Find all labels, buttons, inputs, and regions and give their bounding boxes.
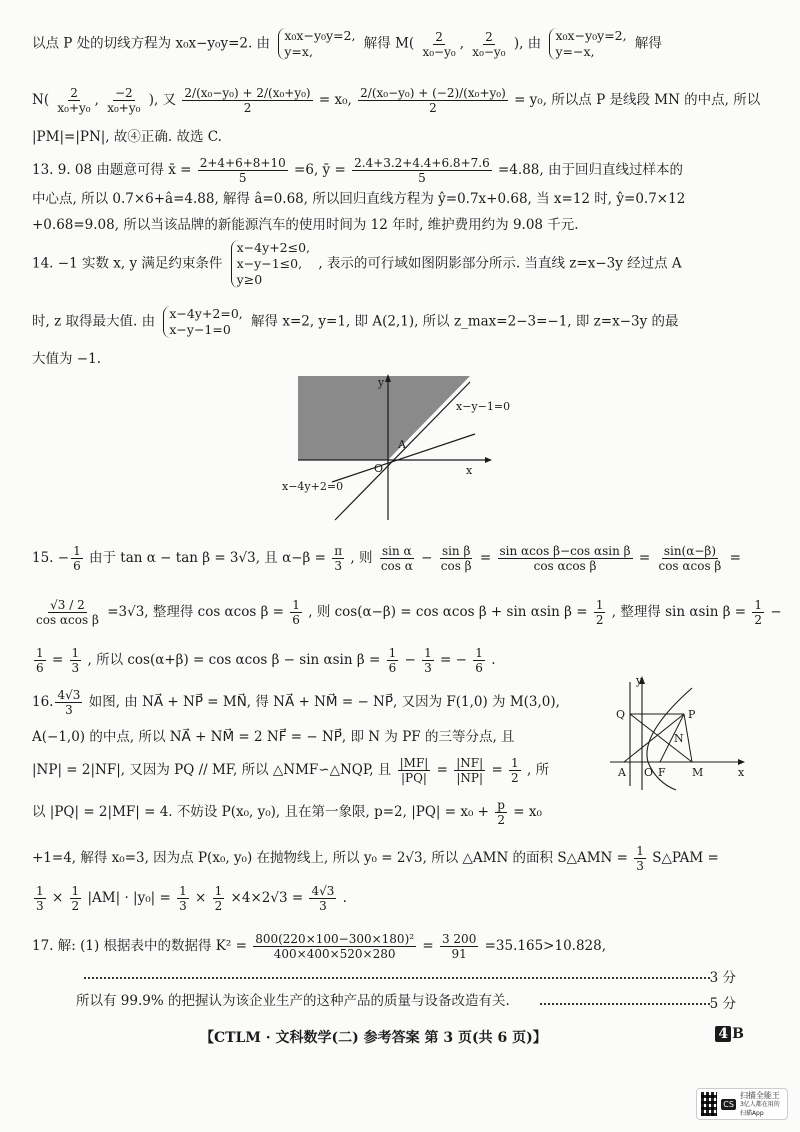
fig-origin-label: O [374, 462, 384, 475]
p16-parabola-figure [600, 674, 750, 792]
fig-n-label: N [674, 732, 684, 745]
p14-line1: 14. −1 实数 x, y 满足约束条件 x−4y+2≤0, x−y−1≤0, y≥0 , 表示的可行域如图阴影部分所示. 当直线 z=x−3y 经过点 A [32, 240, 682, 287]
p14-feasible-region-figure [270, 372, 511, 522]
p15-line3: $\frac{1}{6}$ = $\frac{1}{3}$ , 所以 cos(α+β) = cos αcos β − sin αsin β = $\frac{1}{6}$ − $\frac{1}{3}$ = − $\frac{1}{6}$ . [36, 646, 496, 675]
p14-line3: 大值为 −1. [32, 351, 101, 367]
p16-line2: A(−1,0) 的中点, 所以 NA⃗ + NM⃗ = 2 NF⃗ = − NP⃗, 即 N 为 PF 的三等分点, 且 [32, 729, 515, 745]
p17-score-1: 3 分 [709, 970, 736, 986]
p15-line1: 15. − $\frac{1}{6}$ 由于 tan α − tan β = 3√3, 且 α−β = $\frac{\pi}{3}$ , 则 $\frac{\text{sin α}}{\text{cos α}}$ − $\frac{\text{sin β}}{\text{cos β}}$ = $\frac{\text{sin αcos β−cos αsin β}}{\text{cos αcos β}}$ = $\frac{\sin(\alpha-\beta)}{\text{cos αcos β}}$ = [32, 544, 741, 573]
fig-y-label: y [636, 674, 643, 687]
version-badge: 4 B [715, 1026, 744, 1042]
scanner-watermark: CS 扫描全能王 3亿人都在用的扫描App [696, 1088, 788, 1120]
fig-x-label: x [738, 766, 745, 779]
parabola [647, 688, 692, 790]
fig-y-label: y [378, 376, 385, 389]
p16-line1: 16. $\frac{4√3}{3}$ 如图, 由 NA⃗ + NP⃗ = MN⃗, 得 NA⃗ + NM⃗ = − NP⃗, 又因为 F(1,0) 为 M(3,0), [32, 688, 560, 717]
p15-line2: $\frac{√3 / 2}{\text{cos αcos β}}$ =3√3, 整理得 cos αcos β = $\frac{1}{6}$ , 则 cos(α−β) = cos αcos β + sin αsin β = $\frac{1}{2}$ , 整理得 sin αsin β = $\frac{1}{2}$ − [36, 598, 782, 627]
x-axis-arrow [485, 457, 492, 463]
p17-leader-dots-1 [84, 977, 710, 979]
page-footer: 【CTLM · 文科数学(二) 参考答案 第 3 页(共 6 页)】 [200, 1030, 547, 1046]
fig-p-label: P [688, 708, 696, 721]
p12-line3: |PM|=|PN|, 故④正确. 故选 C. [32, 129, 222, 145]
fig-a-label: A [618, 766, 626, 779]
p14-constraints: x−4y+2≤0, x−y−1≤0, y≥0 [231, 240, 310, 288]
qr-code-icon [701, 1092, 717, 1116]
fig-x-label: x [466, 464, 473, 477]
p12-system2: x₀x−y₀y=2, y=−x, [549, 28, 626, 60]
p13-line1: 13. 9. 08 由题意可得 x̄ = $\frac{2+4+6+8+10}{5}$ =6, ȳ = $\frac{2.4+3.2+4.4+6.8+7.6}{5}$ =4.88, 由于回归直线过样本的 [32, 156, 683, 185]
p12-line2: N( $\frac{2}{\text{x₀+y₀}}$ , $\frac{-2}{\text{x₀+y₀}}$ ), 又 $\frac{\text{2/(x₀−y₀) + 2/(x₀+y₀)}}{2}$ = x₀, $\frac{\text{2/(x₀−y₀) + (−2)/(x₀+y₀)}}{2}$ = y₀, 所以点 P 是线段 MN 的中点, 所以 [32, 86, 761, 115]
fig-point-a-label: A [398, 438, 406, 451]
p17-leader-dots-2 [540, 1003, 710, 1005]
x-axis-arrow [738, 759, 745, 765]
fig-q-label: Q [616, 708, 626, 721]
p16-line3: |NP| = 2|NF|, 又因为 PQ // MF, 所以 △NMF∽△NQP, 且 $\frac{|MF|}{|PQ|}$ = $\frac{|NF|}{|NP|}$ = $\frac{1}{2}$ , 所 [32, 756, 550, 785]
fig-f-label: F [658, 766, 666, 779]
p14-system: x−4y+2=0, x−y−1=0 [163, 306, 242, 338]
p13-line3: +0.68=9.08, 所以当该品牌的新能源汽车的使用时间为 12 年时, 维护费用约为 9.08 千元. [32, 217, 579, 233]
p16-line5: +1=4, 解得 x₀=3, 因为点 P(x₀, y₀) 在抛物线上, 所以 y₀ = 2√3, 所以 △AMN 的面积 S△AMN = $\frac{1}{3}$ S△PAM = [32, 844, 719, 873]
p13-line2: 中心点, 所以 0.7×6+â=4.88, 解得 â=0.68, 所以回归直线方程为 ŷ=0.7x+0.68, 当 x=12 时, ŷ=0.7×12 [32, 191, 686, 207]
p17-line3: 所以有 99.9% 的把握认为该企业生产的这种产品的质量与设备改造有关. [76, 993, 510, 1009]
fig-line1-label: x−y−1=0 [456, 400, 511, 413]
p17-line1: 17. 解: (1) 根据表中的数据得 K² = $\frac{\text{800(220×100−300×180)²}}{400\times 400\times 520\times 280}$ = $\frac{3 200}{91}$ =35.165>10.828, [32, 932, 607, 961]
p14-line2: 时, z 取得最大值. 由 x−4y+2=0, x−y−1=0 解得 x=2, y=1, 即 A(2,1), 所以 z_max=2−3=−1, 即 z=x−3y 的最 [32, 306, 679, 337]
fig-line2-label: x−4y+2=0 [282, 480, 344, 493]
p17-score-2: 5 分 [709, 996, 736, 1012]
p12-line1: 以点 P 处的切线方程为 x₀x−y₀y=2. 由 x₀x−y₀y=2, y=x, 解得 M( $\frac{2}{\text{x₀−y₀}}$ , $\frac{2}{\text{x₀−y₀}}$ ), 由 x₀x−y₀y=2, y=−x, 解得 [32, 28, 662, 59]
fig-m-label: M [692, 766, 704, 779]
p16-line4: 以 |PQ| = 2|MF| = 4. 不妨设 P(x₀, y₀), 且在第一象限, p=2, |PQ| = x₀ + $\frac{p}{2}$ = x₀ [32, 798, 542, 827]
p16-line6: $\frac{1}{3}$ × $\frac{1}{2}$ |AM| · |y₀| = $\frac{1}{3}$ × $\frac{1}{2}$ ×4×2√3 = $\frac{4√3}{3}$ . [36, 884, 347, 913]
segment-pm [684, 714, 692, 762]
fig-o-label: O [644, 766, 654, 779]
p12-system1: x₀x−y₀y=2, y=x, [278, 28, 355, 60]
